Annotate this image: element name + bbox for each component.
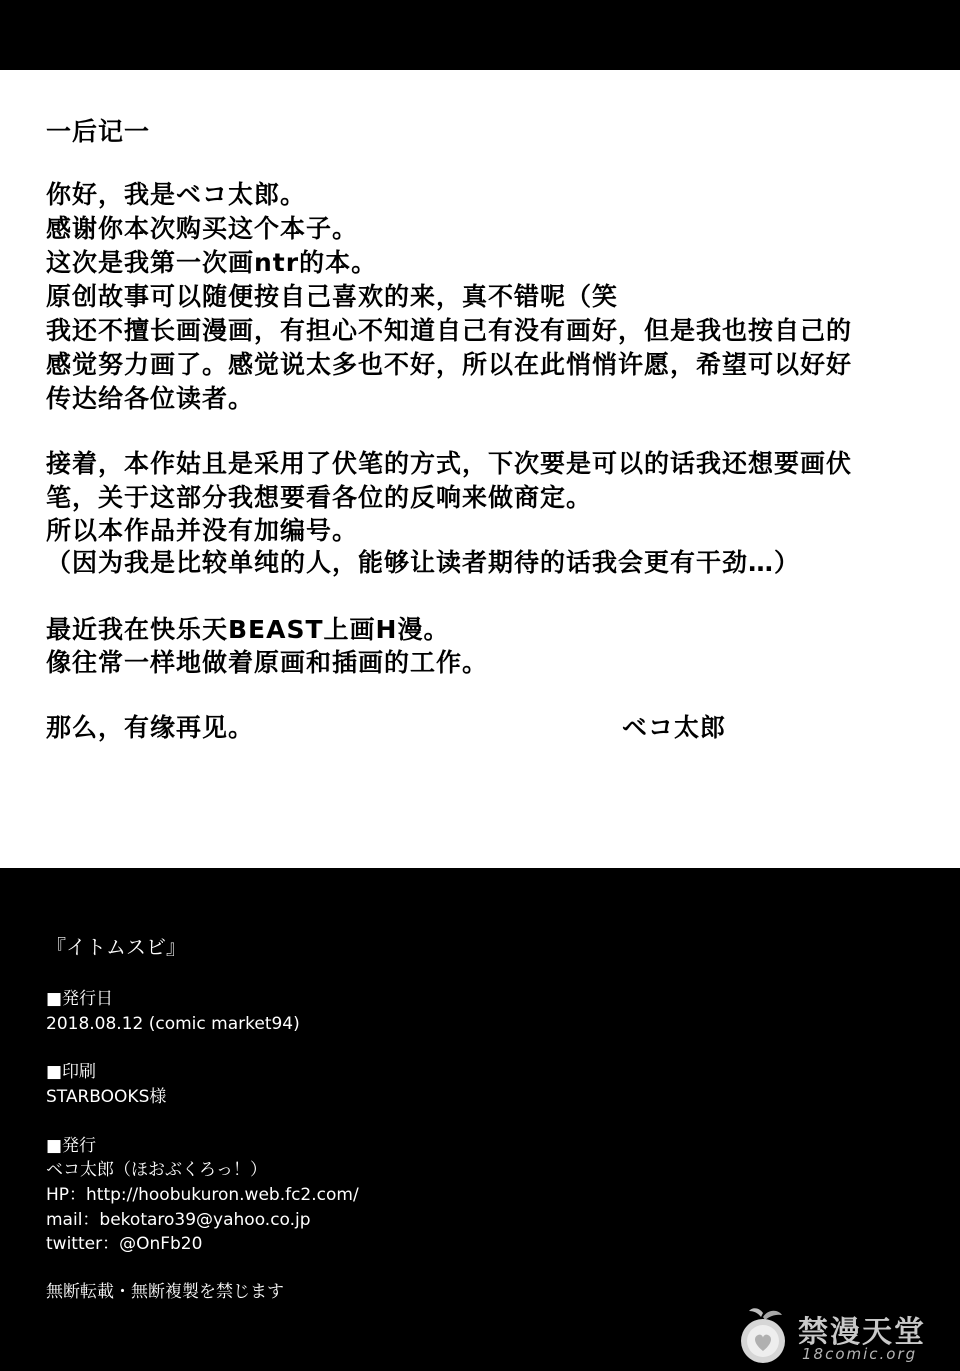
- afterword-line: 感谢你本次购买这个本子。: [46, 214, 359, 243]
- date-label: ■発行日: [46, 989, 114, 1009]
- colophon-section: [0, 868, 960, 1371]
- afterword-line: 这次是我第一次画ntr的本。: [46, 248, 378, 277]
- print-label: ■印刷: [46, 1062, 97, 1082]
- mail-address: mail：bekotaro39@yahoo.co.jp: [46, 1210, 311, 1230]
- afterword-line: 传达给各位读者。: [46, 384, 255, 413]
- book-title: 『イトムスビ』: [46, 935, 186, 959]
- afterword-line: 你好，我是ベコ太郎。: [46, 180, 307, 209]
- afterword-line: （因为我是比较单纯的人，能够让读者期待的话我会更有干劲…）: [46, 548, 801, 577]
- afterword-farewell: 那么，有缘再见。: [46, 713, 255, 742]
- homepage-url: HP：http://hoobukuron.web.fc2.com/: [46, 1185, 359, 1205]
- afterword-signature: ベコ太郎: [622, 713, 727, 742]
- peach-logo-icon: [732, 1305, 794, 1367]
- afterword-line: 笔，关于这部分我想要看各位的反响来做商定。: [46, 483, 593, 512]
- afterword-line: 最近我在快乐天BEAST上画H漫。: [46, 615, 450, 644]
- afterword-section: [0, 70, 960, 868]
- date-value: 2018.08.12 (comic market94): [46, 1014, 300, 1034]
- watermark-site: 18comic.org: [802, 1345, 918, 1363]
- afterword-line: 原创故事可以随便按自己喜欢的来，真不错呢（笑: [46, 282, 619, 311]
- top-black-band: [0, 0, 960, 70]
- twitter-handle: twitter：@OnFb20: [46, 1234, 203, 1254]
- publisher-name: ベコ太郎（ほおぶくろっ！）: [46, 1160, 267, 1180]
- publisher-label: ■発行: [46, 1136, 97, 1156]
- afterword-line: 我还不擅长画漫画，有担心不知道自己有没有画好，但是我也按自己的: [46, 316, 853, 345]
- afterword-line: 接着，本作姑且是采用了伏笔的方式，下次要是可以的话我还想要画伏: [46, 449, 853, 478]
- afterword-line: 所以本作品并没有加编号。: [46, 516, 359, 545]
- copyright-notice: 無断転載・無断複製を禁じます: [46, 1282, 284, 1302]
- afterword-heading: 一后记一: [46, 117, 151, 146]
- print-value: STARBOOKS様: [46, 1087, 167, 1107]
- afterword-line: 感觉努力画了。感觉说太多也不好，所以在此悄悄许愿，希望可以好好: [46, 350, 853, 379]
- watermark-name: 禁漫天堂: [798, 1315, 926, 1350]
- watermark: [732, 1305, 952, 1367]
- afterword-line: 像往常一样地做着原画和插画的工作。: [46, 648, 489, 677]
